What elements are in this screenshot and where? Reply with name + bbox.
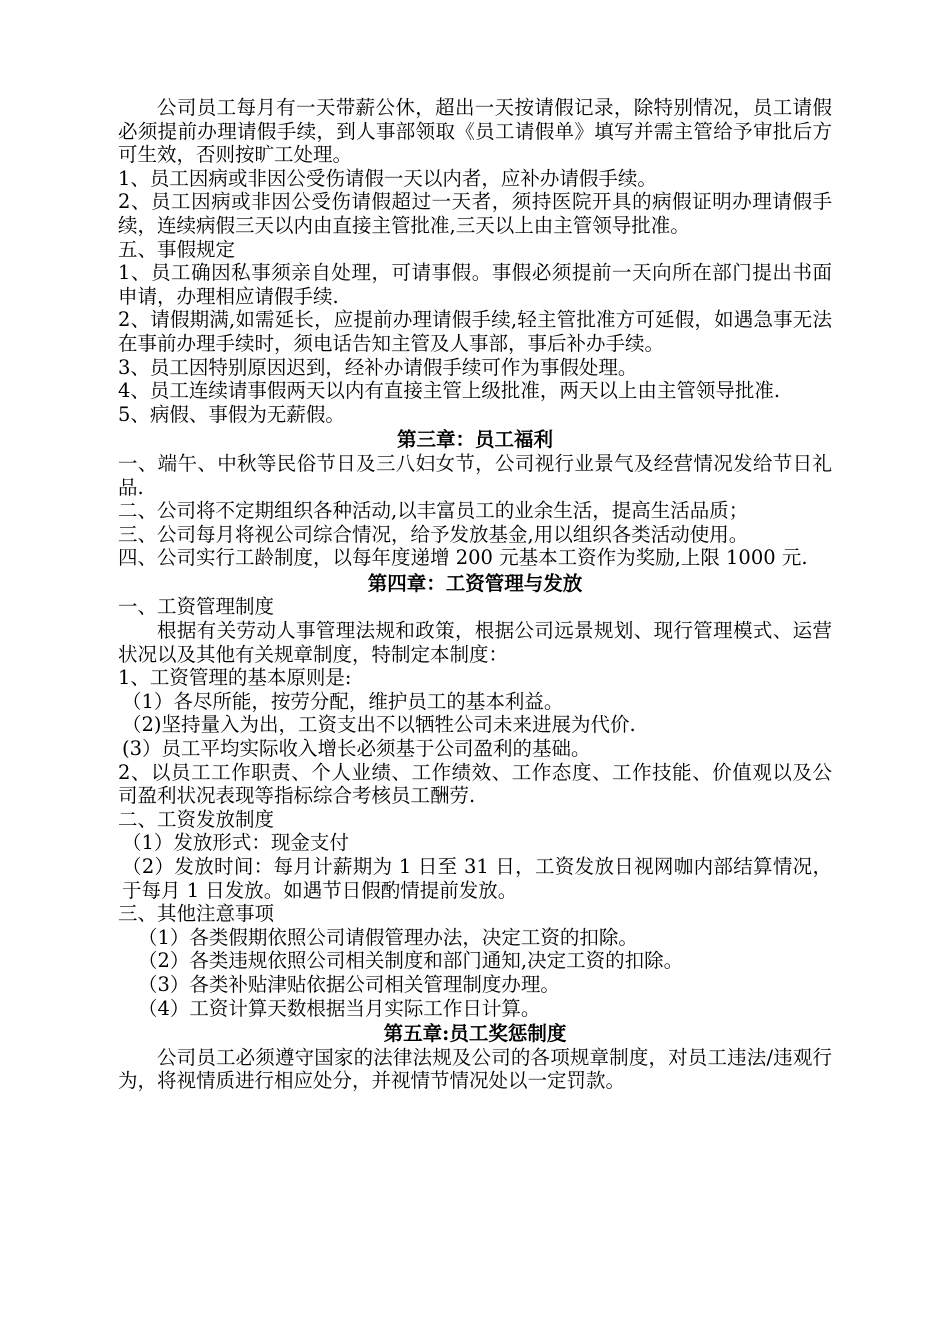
personal-leave-item-2: 2、请假期满,如需延长，应提前办理请假手续,轻主管批准方可延假，如遇急事无法在事前办理手续时，须电话告知主管及人事部，事后补办手续。 <box>118 308 832 355</box>
salary-principles-title: 1、工资管理的基本原则是: <box>118 666 352 690</box>
welfare-item-1: 一、端午、中秋等民俗节日及三八妇女节，公司视行业景气及经营情况发给节日礼品. <box>118 451 832 499</box>
chapter-5-title: 第五章:员工奖惩制度 <box>383 1022 567 1046</box>
salary-section-2-title: 二、工资发放制度 <box>118 807 275 831</box>
chapter-4-title: 第四章：工资管理与发放 <box>367 571 583 595</box>
sick-leave-item-2: 2、员工因病或非因公受伤请假超过一天者，须持医院开具的病假证明办理请假手续，连续病假三天以内由直接主管批准,三天以上由主管领导批准。 <box>118 190 832 237</box>
salary-principle-1: （1）各尽所能，按劳分配，维护员工的基本利益。 <box>122 689 564 713</box>
salary-note-1: （1）各类假期依照公司请假管理办法，决定工资的扣除。 <box>138 925 638 949</box>
personal-leave-item-3: 3、员工因特别原因迟到，经补办请假手续可作为事假处理。 <box>118 355 638 379</box>
welfare-item-3: 三、公司每月将视公司综合情况，给予发放基金,用以组织各类活动使用。 <box>118 522 749 546</box>
salary-note-3: （3）各类补贴津贴依据公司相关管理制度办理。 <box>138 972 560 996</box>
salary-principle-3: (3）员工平均实际收入增长必须基于公司盈利的基础。 <box>122 737 591 761</box>
salary-section-1-intro: 根据有关劳动人事管理法规和政策，根据公司远景规划、现行管理模式、运营状况以及其他有关规章制度，特制定本制度： <box>118 619 832 666</box>
chapter-3-title: 第三章：员工福利 <box>396 428 553 452</box>
payment-time-item: （2）发放时间：每月计薪期为 1 日至 31 日，工资发放日视网咖内部结算情况，于每月 1 日发放。如遇节日假酌情提前发放。 <box>122 855 832 902</box>
salary-note-4: （4）工资计算天数根据当月实际工作日计算。 <box>138 996 541 1020</box>
personal-leave-item-1: 1、员工确因私事须亲自处理，可请事假。事假必须提前一天向所在部门提出书面申请，办理相应请假手续. <box>118 261 832 308</box>
leave-intro-paragraph: 公司员工每月有一天带薪公休，超出一天按请假记录，除特别情况，员工请假必须提前办理请假手续，到人事部领取《员工请假单》填写并需主管给予审批后方可生效，否则按旷工处理。 <box>118 96 832 167</box>
discipline-intro-paragraph: 公司员工必须遵守国家的法律法规及公司的各项规章制度，对员工违法/违观行为，将视情质进行相应处分，并视情节情况处以一定罚款。 <box>118 1045 832 1093</box>
personal-leave-item-5: 5、病假、事假为无薪假。 <box>118 402 345 426</box>
salary-section-1-title: 一、工资管理制度 <box>118 595 275 619</box>
salary-item-2: 2、以员工工作职责、个人业绩、工作绩效、工作态度、工作技能、价值观以及公司盈利状况表现等指标综合考核员工酬劳. <box>118 760 832 808</box>
personal-leave-item-4: 4、员工连续请事假两天以内有直接主管上级批准，两天以上由主管领导批准. <box>118 379 781 403</box>
salary-principle-2: （2)坚持量入为出，工资支出不以牺牲公司未来进展为代价. <box>122 713 636 737</box>
welfare-item-4: 四、公司实行工龄制度，以每年度递增 200 元基本工资作为奖励,上限 1000 元. <box>118 546 808 570</box>
section-personal-leave-title: 五、事假规定 <box>118 237 236 261</box>
sick-leave-item-1: 1、员工因病或非因公受伤请假一天以内者，应补办请假手续。 <box>118 166 657 190</box>
welfare-item-2: 二、公司将不定期组织各种活动,以丰富员工的业余生活，提高生活品质； <box>118 499 749 523</box>
salary-note-2: （2）各类违规依照公司相关制度和部门通知,决定工资的扣除。 <box>138 949 684 973</box>
payment-method-item: （1）发放形式：现金支付 <box>122 831 349 855</box>
salary-section-3-title: 三、其他注意事项 <box>118 902 275 926</box>
